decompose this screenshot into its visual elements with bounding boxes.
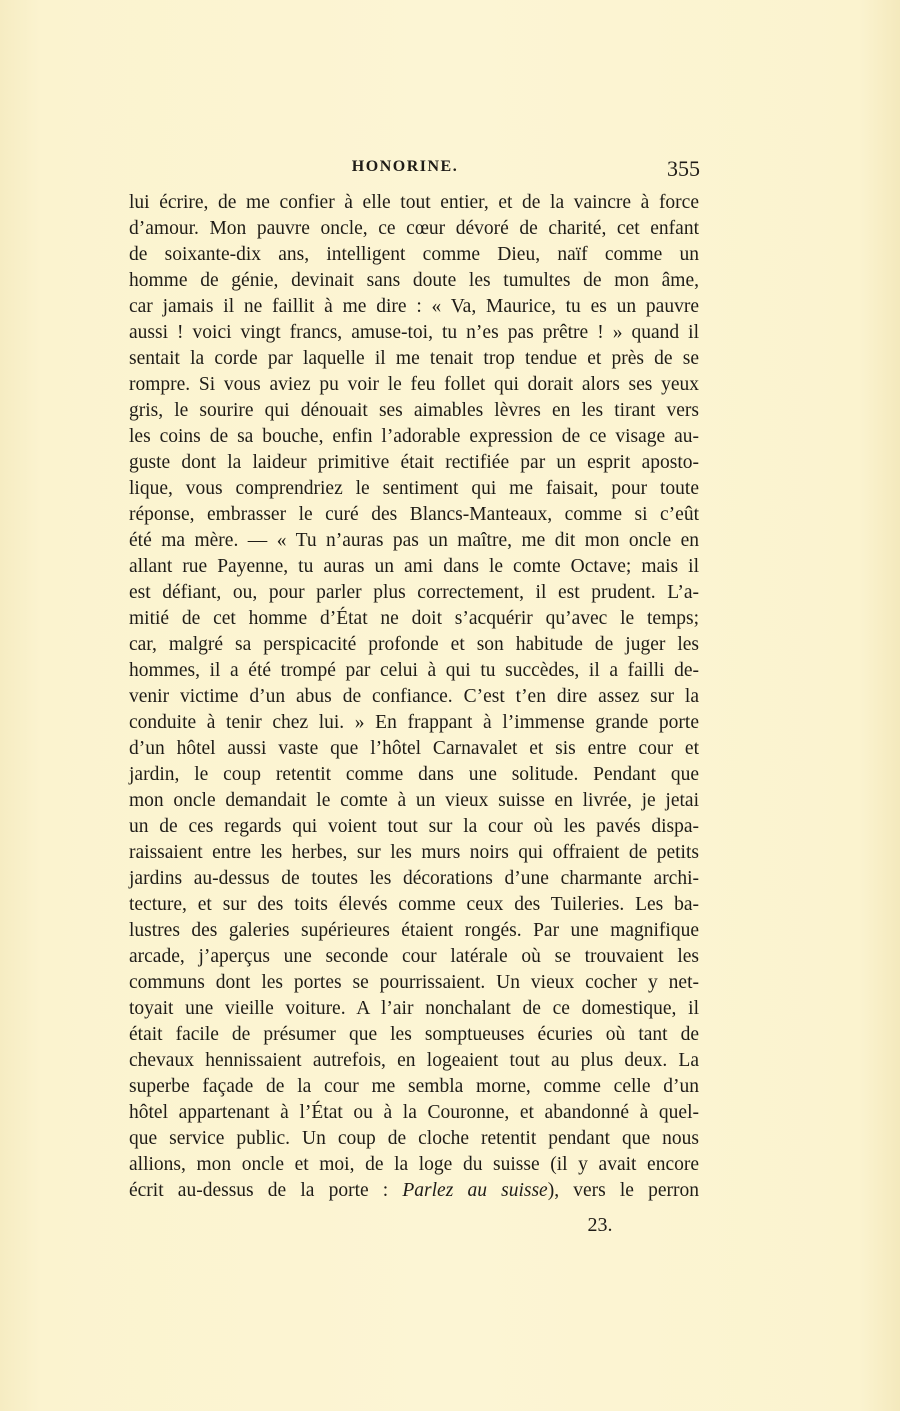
- text-line: chevaux hennissaient autrefois, en logeaient tout au plus deux. La: [129, 1050, 699, 1071]
- italic-phrase: Parlez au suisse: [402, 1180, 548, 1201]
- text-line: de soixante-dix ans, intelligent comme Dieu, naïf comme un: [129, 244, 699, 265]
- text-line: superbe façade de la cour me sembla morne, comme celle d’un: [129, 1076, 699, 1097]
- text-line: allant rue Payenne, tu auras un ami dans le comte Octave; mais il: [129, 556, 699, 577]
- text-line: gris, le sourire qui dénouait ses aimables lèvres en les tirant vers: [129, 400, 699, 421]
- text-line: hôtel appartenant à l’État ou à la Couronne, et abandonné à quel-: [129, 1102, 699, 1123]
- text-line: guste dont la laideur primitive était rectifiée par un esprit aposto-: [129, 452, 699, 473]
- text-line: d’amour. Mon pauvre oncle, ce cœur dévoré de charité, cet enfant: [129, 218, 699, 239]
- text-line: que service public. Un coup de cloche retentit pendant que nous: [129, 1128, 699, 1149]
- page-number: 355: [667, 156, 700, 181]
- last-line-suffix: ), vers le perron: [547, 1180, 700, 1201]
- last-line-prefix: écrit au-dessus de la porte :: [129, 1180, 403, 1201]
- text-line: les coins de sa bouche, enfin l’adorable expression de ce visage au-: [129, 426, 699, 447]
- text-line: raissaient entre les herbes, sur les murs noirs qui offraient de petits: [129, 842, 699, 863]
- text-line: jardin, le coup retentit comme dans une solitude. Pendant que: [129, 764, 699, 785]
- text-line: allions, mon oncle et moi, de la loge du suisse (il y avait encore: [129, 1154, 699, 1175]
- text-line: tecture, et sur des toits élevés comme ceux des Tuileries. Les ba-: [129, 894, 699, 915]
- text-line: d’un hôtel aussi vaste que l’hôtel Carnavalet et sis entre cour et: [129, 738, 699, 759]
- text-line: rompre. Si vous aviez pu voir le feu follet qui dorait alors ses yeux: [129, 374, 699, 395]
- text-line: conduite à tenir chez lui. » En frappant à l’immense grande porte: [129, 712, 699, 733]
- text-line: homme de génie, devinait sans doute les tumultes de mon âme,: [129, 270, 699, 291]
- text-line: un de ces regards qui voient tout sur la cour où les pavés dispa-: [129, 816, 699, 837]
- text-line-last: [129, 1178, 699, 1204]
- text-line: aussi ! voici vingt francs, amuse-toi, tu n’es pas prêtre ! » quand il: [129, 322, 699, 343]
- text-line: été ma mère. — « Tu n’auras pas un maître, me dit mon oncle en: [129, 530, 699, 551]
- text-line: lui écrire, de me confier à elle tout entier, et de la vaincre à force: [129, 192, 699, 213]
- text-line: était facile de présumer que les somptueuses écuries où tant de: [129, 1024, 699, 1045]
- signature-mark: 23.: [587, 1214, 613, 1236]
- text-line: mitié de cet homme d’État ne doit s’acquérir qu’avec le temps;: [129, 608, 699, 629]
- running-title: HONORINE.: [351, 158, 459, 175]
- text-line: car, malgré sa perspicacité profonde et son habitude de juger les: [129, 634, 699, 655]
- text-line: lique, vous comprendriez le sentiment qui me faisait, pour toute: [129, 478, 699, 499]
- text-line: lustres des galeries supérieures étaient rongés. Par une magnifique: [129, 920, 699, 941]
- text-line: mon oncle demandait le comte à un vieux suisse en livrée, je jetai: [129, 790, 699, 811]
- text-line: est défiant, ou, pour parler plus correctement, il est prudent. L’a-: [129, 582, 699, 603]
- body-text: [129, 190, 699, 1204]
- text-line: arcade, j’aperçus une seconde cour latérale où se trouvaient les: [129, 946, 699, 967]
- text-line: sentait la corde par laquelle il me tenait trop tendue et près de se: [129, 348, 699, 369]
- text-line: réponse, embrasser le curé des Blancs-Manteaux, comme si c’eût: [129, 504, 699, 525]
- text-line: hommes, il a été trompé par celui à qui tu succèdes, il a failli de-: [129, 660, 699, 681]
- text-line: toyait une vieille voiture. A l’air nonchalant de ce domestique, il: [129, 998, 699, 1019]
- text-line: jardins au-dessus de toutes les décorations d’une charmante archi-: [129, 868, 699, 889]
- text-line: venir victime d’un abus de confiance. C’est t’en dire assez sur la: [129, 686, 699, 707]
- text-line: car jamais il ne faillit à me dire : « Va, Maurice, tu es un pauvre: [129, 296, 699, 317]
- text-line: communs dont les portes se pourrissaient. Un vieux cocher y net-: [129, 972, 699, 993]
